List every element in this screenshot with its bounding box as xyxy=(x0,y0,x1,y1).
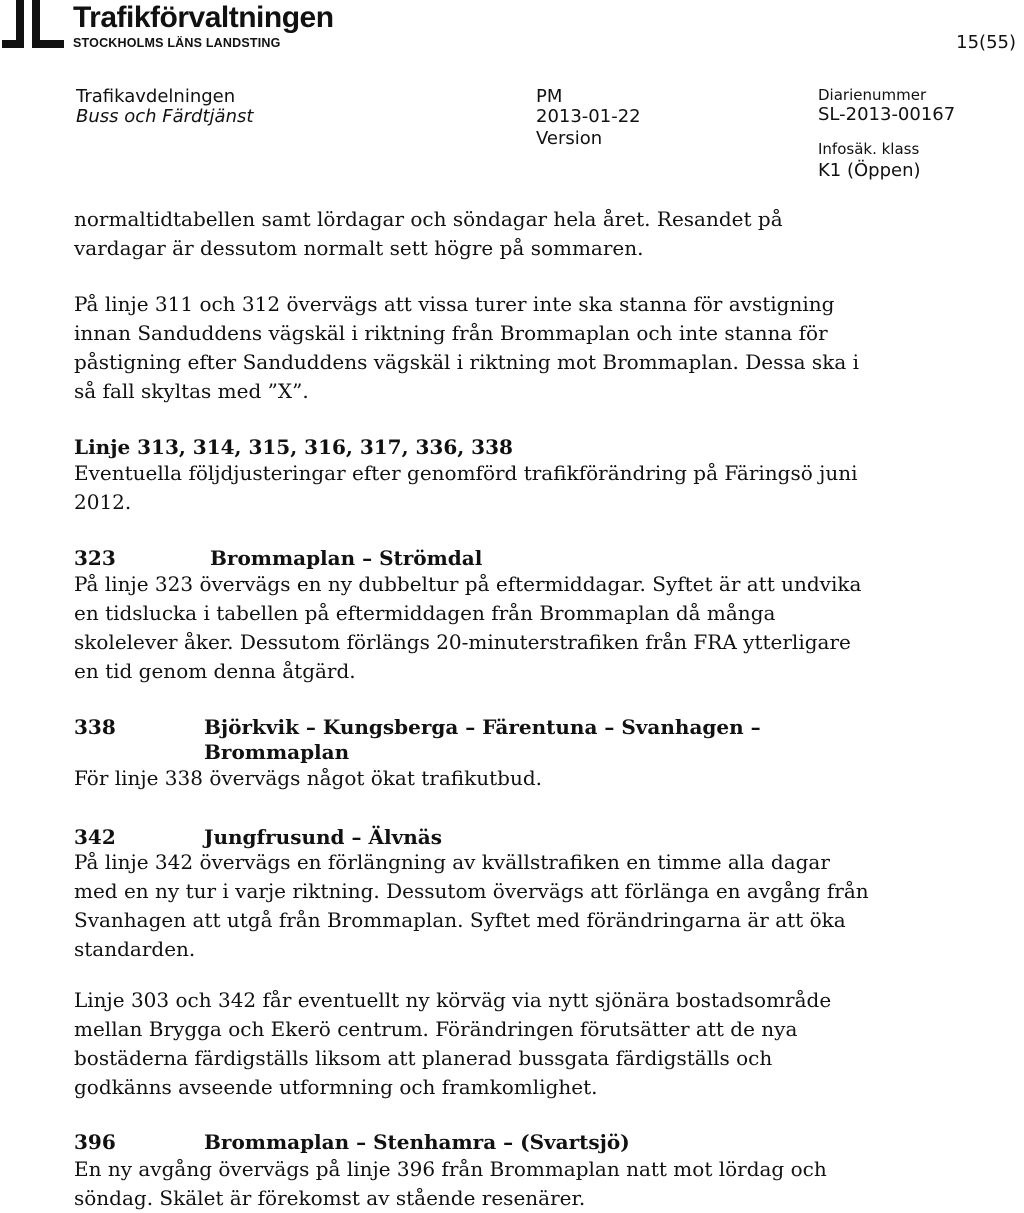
section-3-text: För linje 338 övervägs något ökat trafikutbud. xyxy=(74,766,542,790)
section-4-text-2: Linje 303 och 342 får eventuellt ny körväg via nytt sjönära bostadsområde mellan Brygga och Ekerö centrum. Förändringen förutsätter att de nya bostäderna färdigställs liksom att planerad bussgata färdigställs och godkänns avseende utformning och framkomlighet. xyxy=(74,988,832,1099)
diary-number: SL-2013-00167 xyxy=(818,104,956,125)
section-3-route-line2: Brommaplan xyxy=(204,740,350,764)
class-value: K1 (Öppen) xyxy=(818,160,921,181)
section-1-title: Linje 313, 314, 315, 316, 317, 336, 338 xyxy=(74,435,513,459)
section-5-route: Brommaplan – Stenhamra – (Svartsjö) xyxy=(204,1130,630,1154)
section-5-number: 396 xyxy=(74,1130,116,1154)
class-label: Infosäk. klass xyxy=(818,140,920,158)
section-2-text: På linje 323 övervägs en ny dubbeltur på eftermiddagar. Syftet är att undvika en tidslucka i tabellen på eftermiddagen från Brommaplan då många skolelever åker. Dessutom förlängs 20-minuterstrafiken från FRA ytterligare en tid genom denna åtgärd. xyxy=(74,572,862,683)
section-1-text: Eventuella följdjusteringar efter genomförd trafikförändring på Färingsö juni 2012. xyxy=(74,461,858,514)
department: Trafikavdelningen xyxy=(76,86,236,107)
version-label: Version xyxy=(536,128,603,149)
trafikforvaltningen-logo-icon xyxy=(2,0,64,52)
paragraph-2: På linje 311 och 312 övervägs att vissa turer inte ska stanna för avstigning innan Sanduddens vägskäl i riktning från Brommaplan och inte stanna för påstigning efter Sanduddens vägskäl i riktning mot Brommaplan. Dessa ska i så fall skyltas med ”X”. xyxy=(74,292,859,403)
section-4-number: 342 xyxy=(74,825,116,849)
org-subtitle: STOCKHOLMS LÄNS LANDSTING xyxy=(73,36,281,50)
doc-date: 2013-01-22 xyxy=(536,106,641,127)
section-2-number: 323 xyxy=(74,546,116,570)
section-4-route: Jungfrusund – Älvnäs xyxy=(204,825,442,849)
section-3-number: 338 xyxy=(74,715,116,739)
diary-label: Diarienummer xyxy=(818,86,927,104)
paragraph-1: normaltidtabellen samt lördagar och söndagar hela året. Resandet på vardagar är dessutom normalt sett högre på sommaren. xyxy=(74,207,783,260)
page-number: 15(55) xyxy=(956,32,1016,53)
section-2-route: Brommaplan – Strömdal xyxy=(210,546,483,570)
section-3-route-line1: Björkvik – Kungsberga – Färentuna – Svanhagen – xyxy=(204,715,761,739)
org-name: Trafikförvaltningen xyxy=(73,1,334,34)
doc-type: PM xyxy=(536,86,563,107)
section-4-text: På linje 342 övervägs en förlängning av kvällstrafiken en timme alla dagar med en ny tur i varje riktning. Dessutom övervägs att förlänga en avgång från Svanhagen att utgå från Brommaplan. Syftet med förändringarna är att öka standarden. xyxy=(74,850,869,961)
unit: Buss och Färdtjänst xyxy=(76,106,254,127)
section-5-text: En ny avgång övervägs på linje 396 från Brommaplan natt mot lördag och söndag. Skälet är förekomst av stående resenärer. xyxy=(74,1157,827,1210)
